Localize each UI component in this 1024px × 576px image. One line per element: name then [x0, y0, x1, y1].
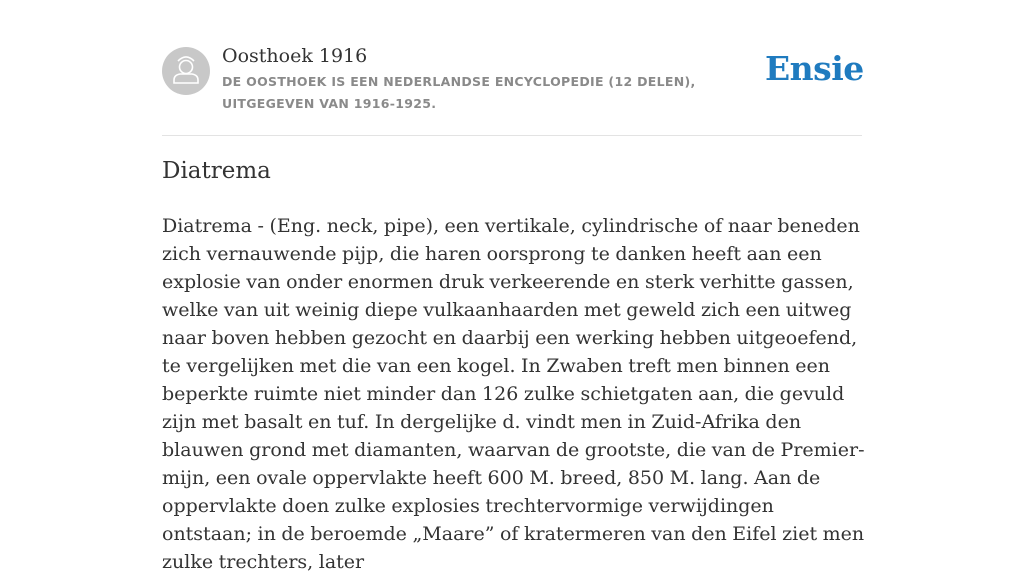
- article-title: Diatrema: [162, 158, 271, 184]
- header-divider: [162, 135, 862, 136]
- source-description: DE OOSTHOEK IS EEN NEDERLANDSE ENCYCLOPEDIE (12 DELEN), UITGEGEVEN VAN 1916-1925.: [222, 74, 696, 111]
- ensie-logo[interactable]: Ensie: [765, 49, 864, 88]
- user-avatar-icon: [162, 47, 210, 95]
- source-title[interactable]: Oosthoek 1916: [222, 45, 368, 67]
- article-body: Diatrema - (Eng. neck, pipe), een vertikale, cylindrische of naar beneden zich vernauwende pijp, die haren oorsprong te danken heeft aan een explosie van onder enormen druk verkeerende en sterk verhitte gassen, welke van uit weinig diepe vulkaanhaarden met geweld zich een uitweg naar boven hebben gezocht en daarbij een werking hebben uitgeoefend, te vergelijken met die van een kogel. In Zwaben treft men binnen een beperkte ruimte niet minder dan 126 zulke schietgaten aan, die gevuld zijn met basalt en tuf. In dergelijke d. vindt men in Zuid-Afrika den blauwen grond met diamanten, waarvan de grootste, die van de Premier-mijn, een ovale oppervlakte heeft 600 M. breed, 850 M. lang. Aan de oppervlakte doen zulke explosies trechtervormige verwijdingen ontstaan; in de beroemde „Maare” of kratermeren van den Eifel ziet men zulke trechters, later: [162, 215, 865, 573]
- person-silhouette-icon: [162, 47, 210, 95]
